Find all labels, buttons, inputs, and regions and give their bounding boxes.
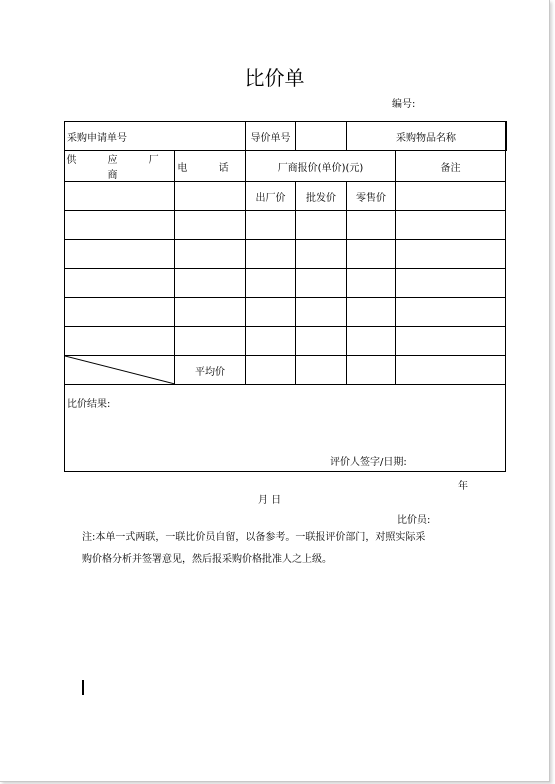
table-cell[interactable] (296, 269, 347, 298)
note-line-1: 注:本单一式两联，一联比价员自留，以备参考。一联报评价部门，对照实际采 (82, 532, 426, 543)
table-cell[interactable] (396, 240, 506, 269)
diagonal-line (65, 356, 175, 384)
table-cell[interactable] (175, 269, 246, 298)
table-cell[interactable] (246, 298, 296, 327)
table-cell[interactable] (65, 240, 175, 269)
page-title: 比价单 (244, 66, 305, 90)
note-line-2: 购价格分析并签署意见，然后报采购价格批准人之上级。 (82, 554, 332, 565)
remark-cell[interactable] (396, 182, 506, 211)
table-cell[interactable] (65, 269, 175, 298)
result-row (65, 385, 507, 472)
avg-remark-cell[interactable] (396, 356, 506, 385)
table-cell[interactable] (246, 327, 296, 356)
table-cell[interactable] (296, 211, 347, 240)
table-cell[interactable] (175, 327, 246, 356)
supplier-label: 供 应 厂 商 (65, 151, 175, 182)
supplier-cell[interactable] (65, 182, 175, 211)
table-cell[interactable] (296, 298, 347, 327)
table-cell[interactable] (396, 269, 506, 298)
item-name-value[interactable] (506, 122, 507, 151)
table-cell[interactable] (246, 269, 296, 298)
avg-retail-cell[interactable] (347, 356, 396, 385)
table-cell[interactable] (65, 211, 175, 240)
table-cell[interactable] (396, 327, 506, 356)
result-label: 比价结果: (67, 399, 111, 410)
number-label: 编号: (392, 99, 416, 110)
table-cell[interactable] (175, 211, 246, 240)
table-row (65, 211, 507, 240)
table-cell[interactable] (246, 240, 296, 269)
table-row (65, 240, 507, 269)
table-row (65, 298, 507, 327)
purchase-req-no-label: 采购申请单号 (65, 122, 246, 151)
inquiry-no-label: 导价单号 (246, 122, 296, 151)
table-row (65, 327, 507, 356)
evaluator-signature-label: 评价人签字/日期: (330, 457, 407, 468)
quote-label: 厂商报价(单价)(元) (246, 151, 396, 182)
table-cell[interactable] (347, 211, 396, 240)
text-cursor (82, 680, 84, 695)
month-day-label: 月 日 (258, 495, 282, 506)
table-cell[interactable] (347, 327, 396, 356)
table-cell[interactable] (296, 327, 347, 356)
factory-price-label: 出厂价 (246, 182, 296, 211)
table-cell[interactable] (296, 240, 347, 269)
table-cell[interactable] (65, 298, 175, 327)
table-cell[interactable] (246, 211, 296, 240)
remark-label: 备注 (396, 151, 506, 182)
diagonal-cell (65, 356, 175, 385)
table-cell[interactable] (347, 240, 396, 269)
phone-cell[interactable] (175, 182, 246, 211)
inquiry-no-value[interactable] (296, 122, 347, 151)
average-price-label: 平均价 (175, 356, 246, 385)
table-cell[interactable] (175, 298, 246, 327)
note-paragraph (82, 527, 522, 571)
table-cell[interactable] (347, 269, 396, 298)
retail-price-label: 零售价 (347, 182, 396, 211)
wholesale-price-label: 批发价 (296, 182, 347, 211)
phone-label: 电 话 (175, 151, 246, 182)
table-row (65, 269, 507, 298)
price-clerk-label: 比价员: (397, 515, 431, 526)
table-cell[interactable] (175, 240, 246, 269)
table-cell[interactable] (396, 298, 506, 327)
avg-factory-cell[interactable] (246, 356, 296, 385)
result-cell[interactable] (65, 385, 506, 472)
table-cell[interactable] (347, 298, 396, 327)
avg-wholesale-cell[interactable] (296, 356, 347, 385)
table-cell[interactable] (396, 211, 506, 240)
average-row (65, 356, 507, 385)
price-comparison-table (64, 121, 507, 472)
table-cell[interactable] (65, 327, 175, 356)
year-label: 年 (458, 481, 468, 492)
item-name-label: 采购物品名称 (347, 122, 506, 151)
